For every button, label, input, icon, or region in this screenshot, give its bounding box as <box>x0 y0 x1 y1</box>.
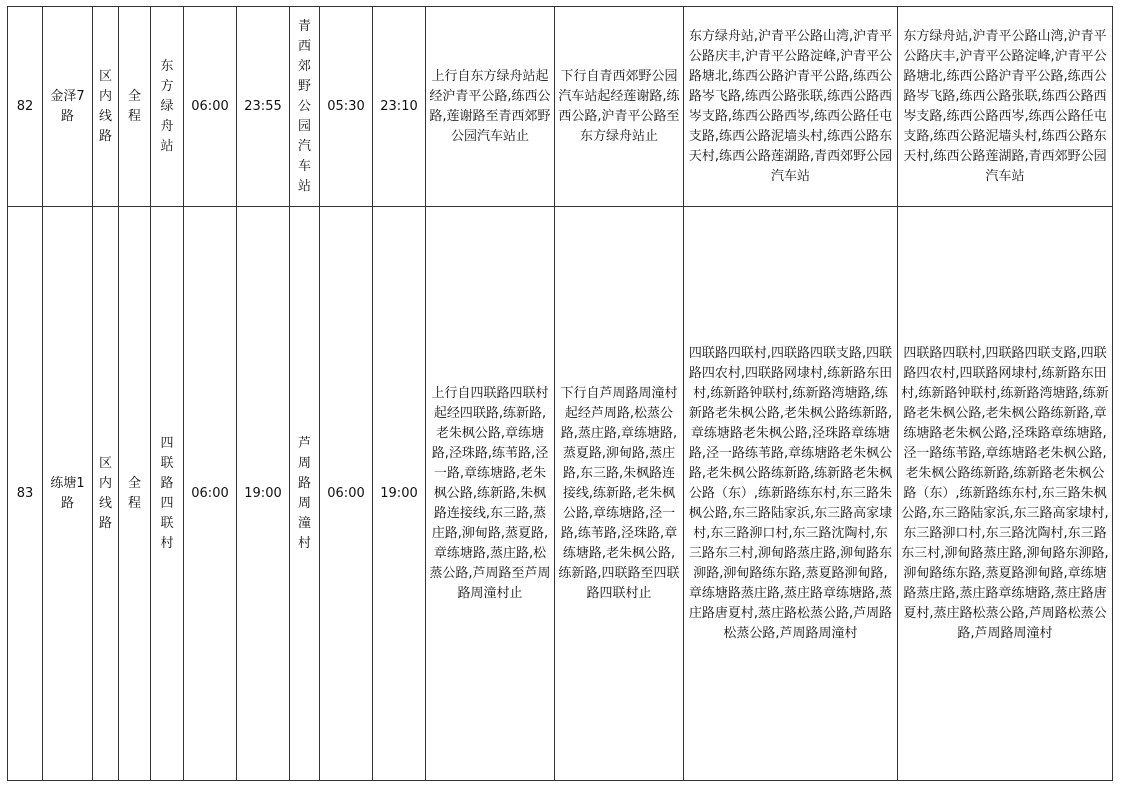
down-first-bus-time: 06:00 <box>320 207 373 781</box>
down-last-bus-time: 23:10 <box>373 7 426 207</box>
route-number: 82 <box>8 7 43 207</box>
up-first-bus-time: 06:00 <box>184 207 237 781</box>
up-route-description: 上行自四联路四联村起经四联路,练新路,老朱枫公路,章练塘路,泾珠路,练苇路,泾一路,章练塘路,老朱枫公路,练新路,朱枫路连接线,东三路,蒸庄路,泖甸路,蒸夏路,章练塘路,蒸庄路,松蒸公路,芦周路至芦周路周潼村止 <box>426 207 555 781</box>
route-number: 83 <box>8 207 43 781</box>
fare-type: 全程 <box>119 7 151 207</box>
down-route-description: 下行自青西郊野公园汽车站起经莲谢路,练西公路,沪青平公路至东方绿舟站止 <box>555 7 684 207</box>
down-first-bus-time: 05:30 <box>320 7 373 207</box>
up-route-description: 上行自东方绿舟站起经沪青平公路,练西公路,莲谢路至青西郊野公园汽车站止 <box>426 7 555 207</box>
up-start-station: 东方绿舟站 <box>151 7 184 207</box>
bus-route-table <box>7 6 1113 781</box>
up-stop-list: 东方绿舟站,沪青平公路山湾,沪青平公路庆丰,沪青平公路淀峰,沪青平公路塘北,练西公路沪青平公路,练西公路岑飞路,练西公路张联,练西公路西岑支路,练西公路西岑,练西公路任屯支路,练西公路泥墙头村,练西公路东天村,练西公路莲湖路,青西郊野公园汽车站 <box>684 7 898 207</box>
route-name: 练塘1路 <box>43 207 93 781</box>
up-last-bus-time: 23:55 <box>237 7 290 207</box>
down-start-station: 青西郊野公园汽车站 <box>290 7 320 207</box>
up-start-station: 四联路四联村 <box>151 207 184 781</box>
down-route-description: 下行自芦周路周潼村起经芦周路,松蒸公路,蒸庄路,章练塘路,蒸夏路,泖甸路,蒸庄路,东三路,朱枫路连接线,练新路,老朱枫公路,章练塘路,泾一路,练苇路,泾珠路,章练塘路,老朱枫公路,练新路,四联路至四联路四联村止 <box>555 207 684 781</box>
down-stop-list: 四联路四联村,四联路四联支路,四联路四农村,四联路网埭村,练新路东田村,练新路钟联村,练新路湾塘路,练新路老朱枫公路,老朱枫公路练新路,章练塘路老朱枫公路,泾珠路章练塘路,泾一路练苇路,章练塘路老朱枫公路,老朱枫公路练新路,练新路老朱枫公路（东）,练新路练东村,东三路朱枫公路,东三路陆家浜,东三路高家埭村,东三路泖口村,东三路沈陶村,东三路东三村,泖甸路蒸庄路,泖甸路东泖路,泖甸路练东路,蒸夏路泖甸路,章练塘路蒸庄路,蒸庄路章练塘路,蒸庄路唐夏村,蒸庄路松蒸公路,芦周路松蒸公路,芦周路周潼村 <box>898 207 1113 781</box>
down-start-station: 芦周路周潼村 <box>290 207 320 781</box>
up-stop-list: 四联路四联村,四联路四联支路,四联路四农村,四联路网埭村,练新路东田村,练新路钟联村,练新路湾塘路,练新路老朱枫公路,老朱枫公路练新路,章练塘路老朱枫公路,泾珠路章练塘路,泾一路练苇路,章练塘路老朱枫公路,老朱枫公路练新路,练新路老朱枫公路（东）,练新路练东村,东三路朱枫公路,东三路陆家浜,东三路高家埭村,东三路泖口村,东三路沈陶村,东三路东三村,泖甸路蒸庄路,泖甸路东泖路,泖甸路练东路,蒸夏路泖甸路,章练塘路蒸庄路,蒸庄路章练塘路,蒸庄路唐夏村,蒸庄路松蒸公路,芦周路松蒸公路,芦周路周潼村 <box>684 207 898 781</box>
table-row <box>8 207 1113 781</box>
up-last-bus-time: 19:00 <box>237 207 290 781</box>
fare-type: 全程 <box>119 207 151 781</box>
down-last-bus-time: 19:00 <box>373 207 426 781</box>
route-name: 金泽7路 <box>43 7 93 207</box>
table-row <box>8 7 1113 207</box>
route-type: 区内线路 <box>93 7 119 207</box>
up-first-bus-time: 06:00 <box>184 7 237 207</box>
down-stop-list: 东方绿舟站,沪青平公路山湾,沪青平公路庆丰,沪青平公路淀峰,沪青平公路塘北,练西公路沪青平公路,练西公路岑飞路,练西公路张联,练西公路西岑支路,练西公路西岑,练西公路任屯支路,练西公路泥墙头村,练西公路东天村,练西公路莲湖路,青西郊野公园汽车站 <box>898 7 1113 207</box>
route-type: 区内线路 <box>93 207 119 781</box>
